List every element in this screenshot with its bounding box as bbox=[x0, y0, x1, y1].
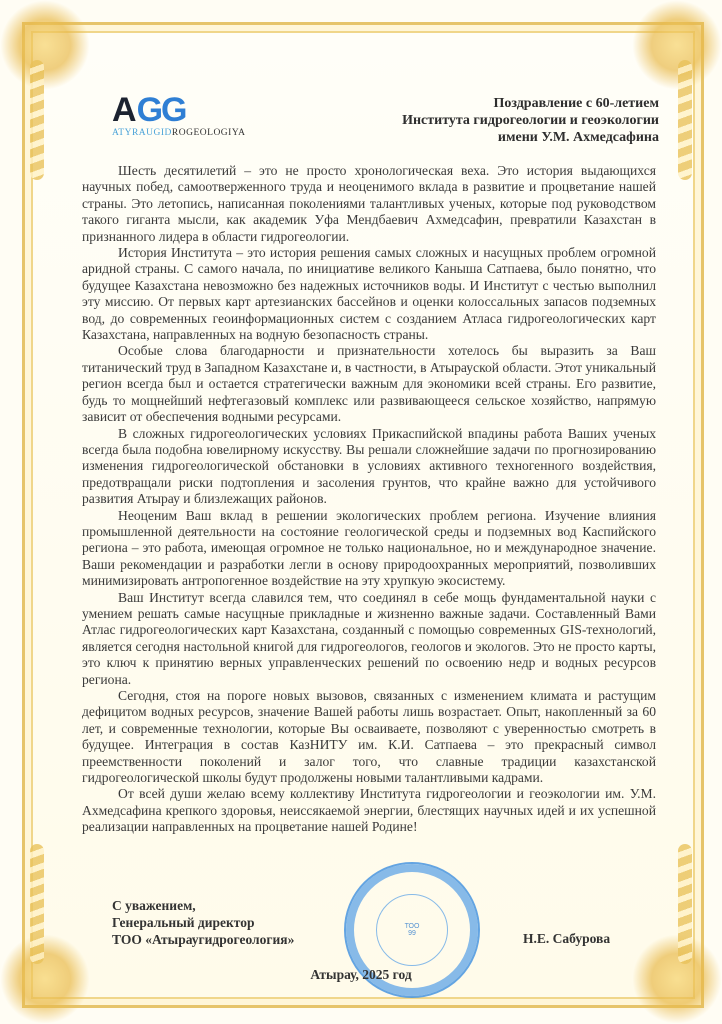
logo-mark-gg: GG bbox=[136, 91, 186, 129]
corner-ornament bbox=[632, 0, 722, 90]
laurel-ornament bbox=[30, 60, 44, 180]
laurel-ornament bbox=[678, 844, 692, 964]
paragraph: В сложных гидрогеологических условиях Прикаспийской впадины работа Ваших ученых всегда была подобна ювелирному искусству. Вы решали сложнейшие задачи по прогнозированию изменения гидрогеологической обстановки в условиях активного техногенного воздействия, предотвращали риски подтопления и засоления грунтов, что крайне важно для устойчивого развития Атырау и близлежащих районов. bbox=[82, 425, 656, 507]
stamp-text: 99 bbox=[408, 930, 416, 937]
letter-title bbox=[402, 95, 659, 146]
laurel-ornament bbox=[678, 60, 692, 180]
title-line: имени У.М. Ахмедсафина bbox=[497, 130, 659, 145]
closing: С уважением, bbox=[112, 898, 196, 913]
title-line: Поздравление с 60-летием bbox=[493, 96, 659, 111]
paragraph: Особые слова благодарности и признательности хотелось бы выразить за Ваш титанический труд в Западном Казахстане и, в частности, в Атырауской области. Этот уникальный регион всегда был и остается стратегически важным для экономики всей страны. Его развитие, будь то мощнейший нефтегазовый комплекс или развивающееся сельское хозяйство, напрямую зависит от обеспечения водными ресурсами. bbox=[82, 343, 656, 425]
company-logo bbox=[112, 91, 246, 138]
title-line: Института гидрогеологии и геоэкологии bbox=[402, 113, 659, 128]
signer-name: Н.Е. Сабурова bbox=[523, 931, 611, 946]
paragraph: От всей души желаю всему коллективу Института гидрогеологии и геоэкологии им. У.М. Ахмедсафина крепкого здоровья, неиссякаемой энергии, блестящих научных идей и их успешной реализации направленных на процветание нашей Родине! bbox=[82, 786, 656, 835]
place-date: Атырау, 2025 год bbox=[310, 967, 412, 982]
paragraph: История Института – это история решения самых сложных и насущных проблем огромной аридной страны. С самого начала, по инициативе великого Каныша Сатпаева, было понятно, что будущее Казахстана невозможно без надежных источников воды. И Институт с честью выполнил эту миссию. От первых карт артезианских бассейнов и оценки колоссальных запасов подземных вод, до современных геоинформационных систем с созданием Атласа гидрогеологических карт Казахстана, направленных на водную безопасность страны. bbox=[82, 245, 656, 343]
stamp-text: ТОО bbox=[404, 923, 420, 930]
logo-mark-a: A bbox=[112, 91, 135, 129]
corner-ornament bbox=[0, 0, 90, 90]
paragraph: Ваш Институт всегда славился тем, что соединял в себе мощь фундаментальной науки с умением решать самые насущные прикладные и жизненно важные задачи. Составленный Вами Атлас гидрогеологических карт Казахстана, созданный с помощью современных GIS-технологий, является сегодня настольной книгой для гидрогеологов, геологов и экологов. Это не просто карты, это ключ к принятию верных управленческих решений по освоению недр и водных ресурсов региона. bbox=[82, 589, 656, 687]
signer-position: Генеральный директор bbox=[112, 915, 255, 930]
paragraph: Неоценим Ваш вклад в решении экологических проблем региона. Изучение влияния промышленной деятельности на состояние геологической среды и подземных вод Каспийского региона – это работа, имеющая огромное не только национальное, но и международное значение. Ваши рекомендации и разработки легли в основу природоохранных мероприятий, позволивших минимизировать антропогенное воздействие на эту хрупкую экосистему. bbox=[82, 507, 656, 589]
laurel-ornament bbox=[30, 844, 44, 964]
letter-body bbox=[82, 163, 656, 836]
logo-subtitle-dark: ROGEOLOGIYA bbox=[171, 128, 246, 138]
paragraph: Шесть десятилетий – это не просто хронологическая веха. Это история выдающихся научных побед, самоотверженного труда и неоценимого вклада в развитие и процветание нашей страны. Это летопись, написанная поколениями талантливых ученых, которые под руководством такого гиганта мысли, как академик Уфа Мендбаевич Ахмедсафин, превратили Казахстан в признанного лидера в области гидрогеологии. bbox=[82, 163, 656, 244]
signature-block bbox=[112, 897, 294, 948]
logo-subtitle: ATYRAUGID bbox=[112, 128, 172, 138]
paragraph: Сегодня, стоя на пороге новых вызовов, связанных с изменением климата и растущим дефицитом водных ресурсов, значение Вашей работы лишь возрастает. Опыт, накопленный за 60 лет, и современные технологии, которые Вы осваиваете, позволяют с уверенностью смотреть в будущее. Интеграция в состав КазНИТУ им. К.И. Сатпаева – это прекрасный символ преемственности поколений и залог того, что славные традиции казахстанской гидрогеологической школы будут продолжены новыми талантливыми кадрами. bbox=[82, 688, 656, 786]
signer-company: ТОО «Атыраугидрогеология» bbox=[112, 932, 295, 947]
